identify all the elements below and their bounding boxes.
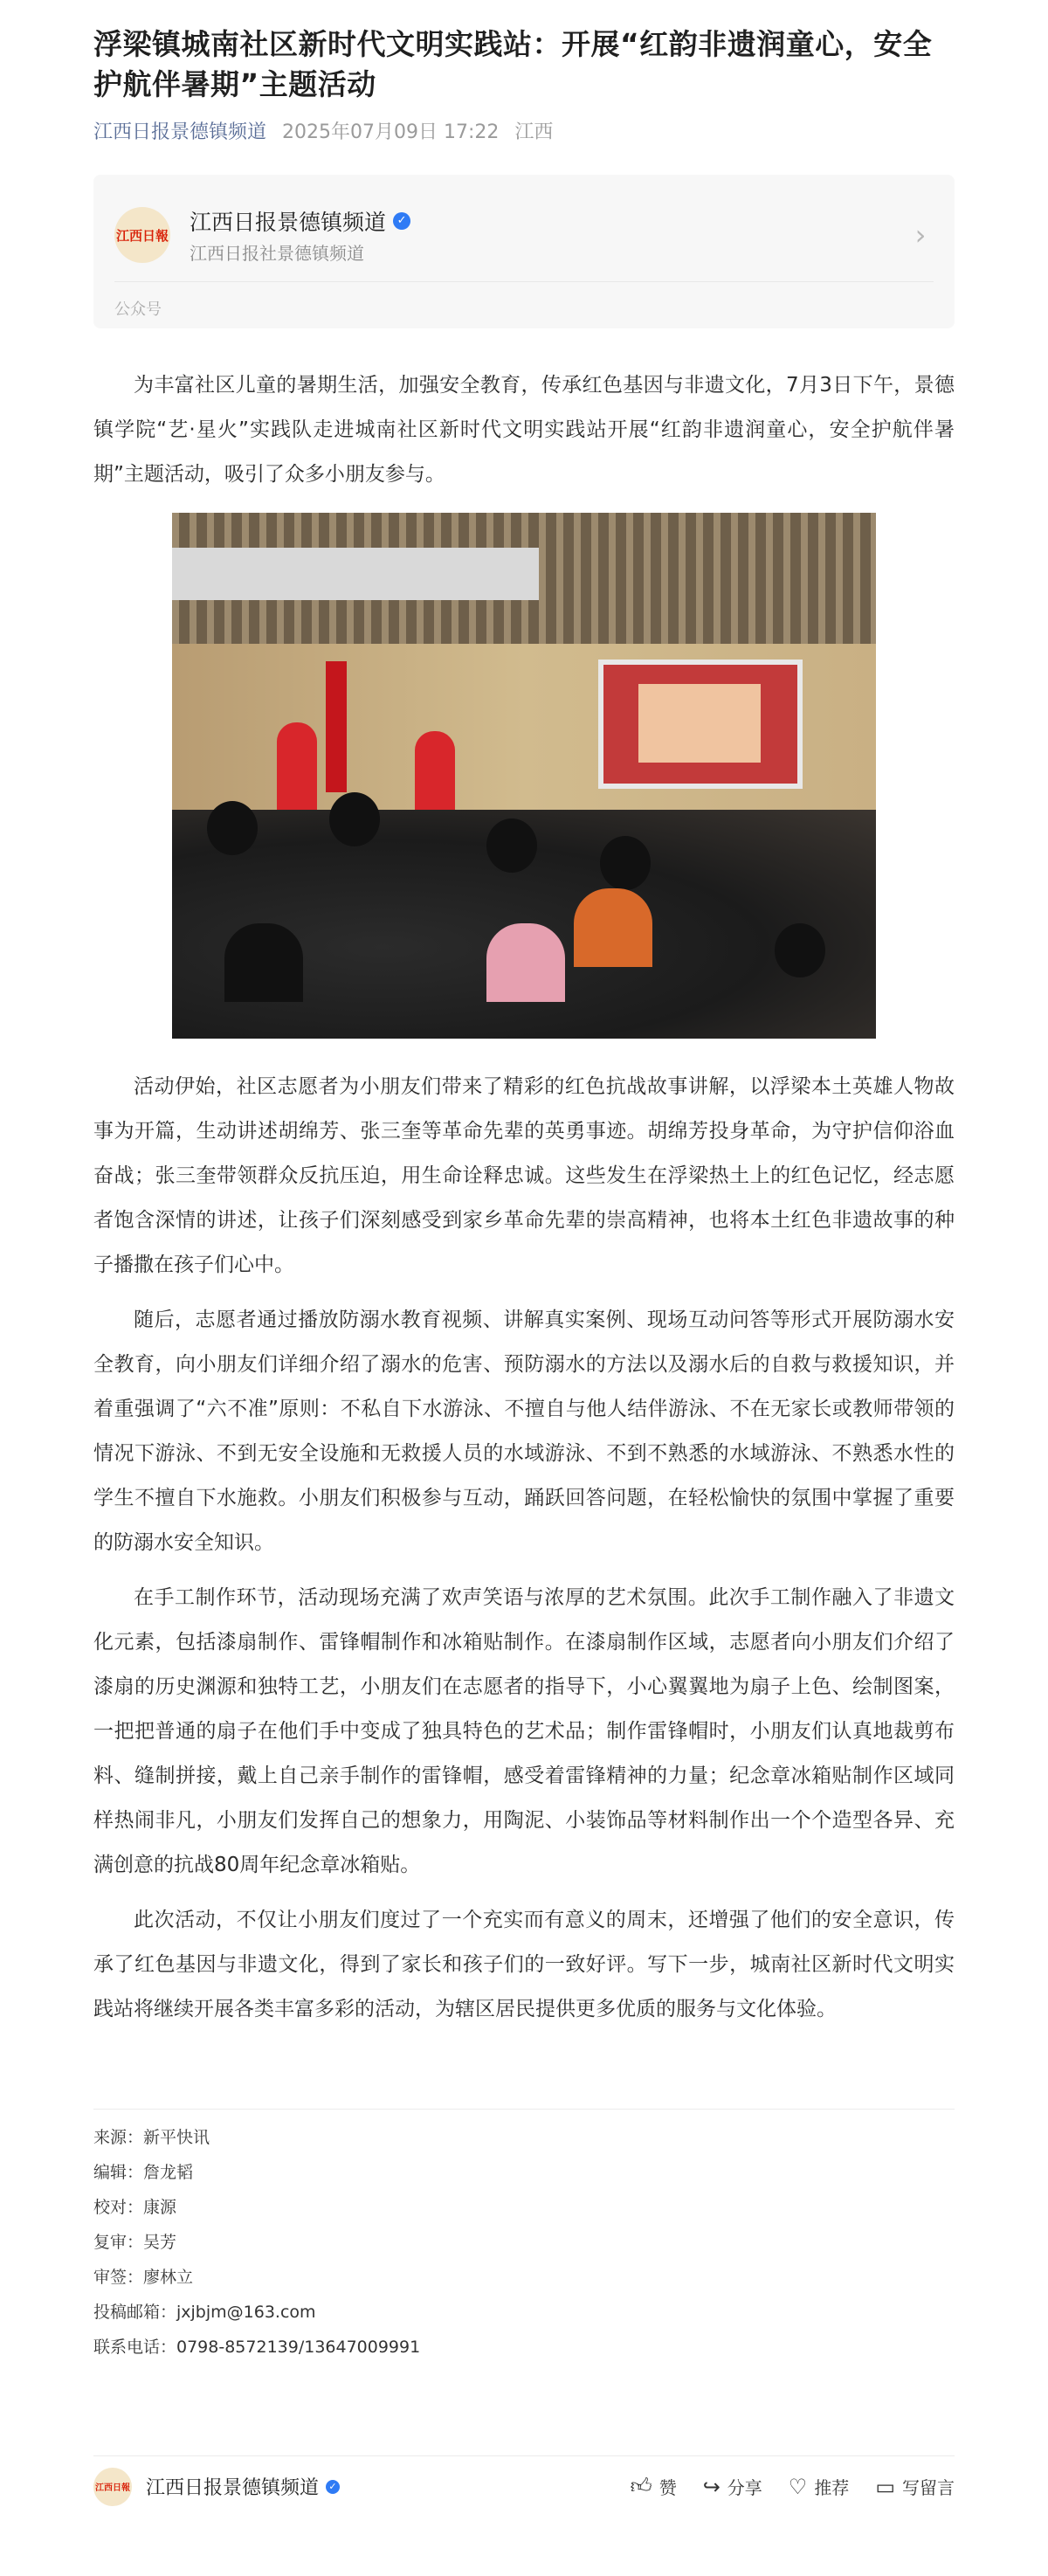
heart-icon: ♡: [788, 2474, 808, 2499]
thumbs-up-icon: 👍︎: [630, 2474, 652, 2498]
share-arrow-icon: ↪: [702, 2474, 720, 2499]
article-paragraph: 此次活动，不仅让小朋友们度过了一个充实而有意义的周末，还增强了他们的安全意识，传承了红色基因与非遗文化，得到了家长和孩子们的一致好评。写下一步，城南社区新时代文明实践站将继续开展各类丰富多彩的活动，为辖区居民提供更多优质的服务与文化体验。: [93, 1909, 955, 2020]
credit-email: 投稿邮箱：jxjbjm@163.com: [93, 2303, 316, 2322]
comment-label: 写留言: [902, 2477, 955, 2498]
share-label: 分享: [727, 2477, 762, 2498]
credit-source: 来源：新平快讯: [93, 2128, 210, 2147]
photo-child: [486, 818, 537, 873]
article-page: [0, 24, 1048, 2365]
photo-red-banner: [326, 661, 347, 792]
chevron-right-icon[interactable]: ›: [914, 218, 927, 252]
recommend-label: 推荐: [814, 2477, 850, 2498]
bottom-account-logo[interactable]: 江西日報: [93, 2468, 132, 2506]
photo-child: [207, 801, 258, 855]
bottom-account-name[interactable]: 江西日报景德镇频道: [146, 2477, 320, 2499]
bottom-action-bar: [93, 2455, 955, 2517]
credit-final-review: 审签：廖林立: [93, 2268, 194, 2287]
photo-child-shirt: [486, 923, 565, 1002]
verified-badge-icon: ✓: [326, 2480, 340, 2494]
photo-child-shirt: [574, 888, 652, 967]
like-label: 赞: [658, 2477, 677, 2498]
article-paragraph: 为丰富社区儿童的暑期生活，加强安全教育，传承红色基因与非遗文化，7月3日下午，景德镇学院“艺·星火”实践队走进城南社区新时代文明实践站开展“红韵非遗润童心，安全护航伴暑期”主题活动，吸引了众多小朋友参与。: [93, 374, 955, 486]
article-title: 浮梁镇城南社区新时代文明实践站：开展“红韵非遗润童心，安全护航伴暑期”主题活动: [93, 27, 933, 101]
credits-section: [93, 2109, 955, 2365]
article-paragraph: 随后，志愿者通过播放防溺水教育视频、讲解真实案例、现场互动问答等形式开展防溺水安全教育，向小朋友们详细介绍了溺水的危害、预防溺水的方法以及溺水后的自救与救援知识，并着重强调了“六不准”原则：不私自下水游泳、不擅自与他人结伴游泳、不在无家长或教师带领的情况下游泳、不到无安全设施和无救援人员的水域游泳、不到不熟悉的水域游泳、不熟悉水性的学生不擅自下水施救。小朋友们积极参与互动，踊跃回答问题，在轻松愉快的氛围中掌握了重要的防溺水安全知识。: [93, 1309, 955, 1554]
share-button[interactable]: [703, 2474, 762, 2499]
credit-phone: 联系电话：0798-8572139/13647009991: [93, 2338, 421, 2357]
account-card[interactable]: [93, 175, 955, 328]
article-paragraph: 活动伊始，社区志愿者为小朋友们带来了精彩的红色抗战故事讲解，以浮梁本土英雄人物故事为开篇，生动讲述胡绵芳、张三奎等革命先辈的英勇事迹。胡绵芳投身革命，为守护信仰浴血奋战；张三奎带领群众反抗压迫，用生命诠释忠诚。这些发生在浮梁热土上的红色记忆，经志愿者饱含深情的讲述，让孩子们深刻感受到家乡革命先辈的崇高精神，也将本土红色非遗故事的种子播撒在孩子们心中。: [93, 1075, 955, 1276]
photo-projection-screen: [598, 660, 803, 789]
article-meta: [93, 115, 955, 145]
comment-icon: ▭: [875, 2474, 895, 2499]
account-name: 江西日报景德镇频道: [190, 209, 387, 235]
credit-proofread: 校对：康源: [93, 2198, 177, 2217]
article-time: 2025年07月09日 17:22: [282, 121, 500, 143]
credit-review: 复审：吴芳: [93, 2233, 177, 2252]
comment-button[interactable]: [875, 2474, 955, 2499]
like-button[interactable]: [631, 2474, 677, 2499]
account-logo: 江西日報: [114, 207, 170, 263]
photo-child: [329, 792, 380, 846]
account-type-label: 公众号: [114, 300, 162, 319]
photo-child: [775, 923, 825, 977]
article-region: 江西: [514, 121, 554, 143]
credit-editor: 编辑：詹龙韬: [93, 2163, 194, 2182]
recommend-button[interactable]: [789, 2474, 850, 2499]
article-source-link[interactable]: 江西日报景德镇频道: [93, 121, 267, 143]
photo-child: [600, 836, 651, 890]
photo-child-shirt: [224, 923, 303, 1002]
activity-photo[interactable]: [172, 513, 876, 1039]
article-paragraph: 在手工制作环节，活动现场充满了欢声笑语与浓厚的艺术氛围。此次手工制作融入了非遗文化元素，包括漆扇制作、雷锋帽制作和冰箱贴制作。在漆扇制作区域，志愿者向小朋友们介绍了漆扇的历史渊源和独特工艺，小朋友们在志愿者的指导下，小心翼翼地为扇子上色、绘制图案，一把把普通的扇子在他们手中变成了独具特色的艺术品；制作雷锋帽时，小朋友们认真地裁剪布料、缝制拼接，戴上自己亲手制作的雷锋帽，感受着雷锋精神的力量；纪念章冰箱贴制作区域同样热闹非凡，小朋友们发挥自己的想象力，用陶泥、小装饰品等材料制作出一个个造型各异、充满创意的抗战80周年纪念章冰箱贴。: [93, 1586, 955, 1876]
photo-pipe: [172, 548, 539, 600]
card-divider: [114, 281, 934, 282]
verified-badge-icon: ✓: [393, 212, 410, 230]
account-subtitle: 江西日报社景德镇频道: [190, 242, 364, 264]
photo-volunteer: [277, 722, 317, 818]
